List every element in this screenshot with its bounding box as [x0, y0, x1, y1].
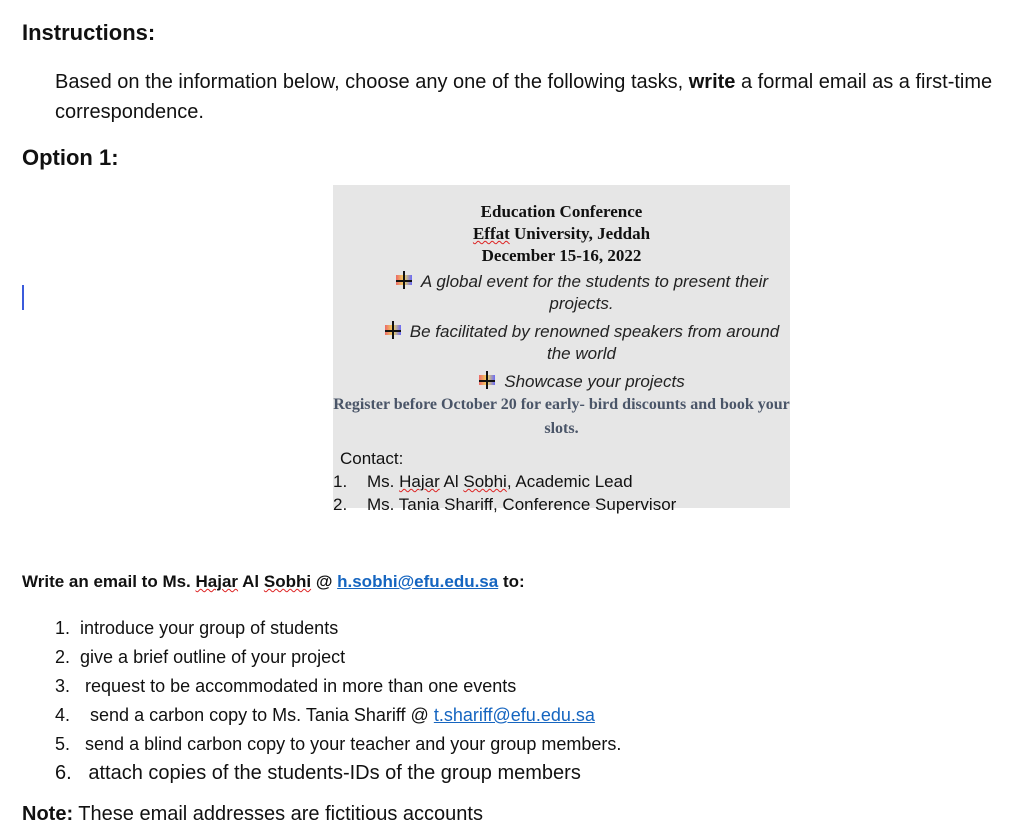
list-item — [55, 674, 621, 703]
intro-text-end: a formal email as a first-time correspondence. — [55, 71, 993, 123]
conference-flyer — [333, 185, 790, 514]
item-text: introduce your group of students — [80, 618, 339, 638]
item-num: 1. — [55, 618, 71, 638]
intro-text: Based on the information below, choose any one of the following tasks, — [55, 71, 689, 93]
bullet-text: A global event for the students to present their projects. — [420, 272, 769, 313]
item-num: 6. — [55, 762, 72, 784]
venue-word: Effat — [472, 224, 510, 243]
note-label: Note: — [22, 803, 74, 825]
item-num: 5. — [55, 734, 71, 754]
task-text: Write an email to Ms. — [22, 572, 196, 591]
cross-bullet-icon — [478, 371, 496, 389]
item-text: send a blind carbon copy to your teacher and your group members. — [85, 734, 622, 754]
bullet-text: Showcase your projects — [504, 372, 685, 391]
item-text: send a carbon copy to Ms. Tania Shariff @ — [90, 705, 434, 725]
task-text: to: — [498, 572, 525, 591]
flyer-title: Education Conference — [480, 202, 643, 221]
task-name: Hajar — [195, 572, 239, 591]
bullet-text: Be facilitated by renowned speakers from around the world — [409, 322, 780, 363]
list-item — [55, 616, 621, 645]
note-text: These email addresses are fictitious accounts — [73, 803, 483, 825]
flyer-bullet — [333, 321, 790, 365]
item-num: 3. — [55, 676, 71, 696]
list-item — [55, 761, 621, 790]
item-text: request to be accommodated in more than one events — [85, 676, 517, 696]
intro-bold: write — [688, 71, 736, 93]
email-link-shariff[interactable]: t.shariff@efu.edu.sa — [433, 705, 595, 725]
venue-rest: University, Jeddah — [509, 224, 651, 243]
list-item — [55, 732, 621, 761]
flyer-bullet — [333, 271, 790, 315]
task-text: @ — [311, 572, 338, 591]
contact-role: , Academic Lead — [506, 472, 633, 491]
note — [22, 803, 483, 826]
intro-paragraph — [55, 67, 1010, 127]
contact-text: Ms. Tania Shariff, Conference Supervisor — [367, 495, 677, 514]
list-item — [55, 645, 621, 674]
contact-text: Al — [439, 472, 464, 491]
option-heading: Option 1: — [22, 145, 119, 170]
contact-name: Hajar — [399, 472, 440, 491]
item-num: 2. — [55, 647, 71, 667]
item-num: 4. — [55, 705, 71, 725]
contact-item — [333, 470, 790, 493]
flyer-bullet — [333, 371, 790, 393]
contact-text: Ms. — [367, 472, 400, 491]
contact-name: Sobhi — [463, 472, 507, 491]
register-note: Register before October 20 for early- bird discounts and book your slots. — [333, 396, 790, 437]
task-name: Sobhi — [263, 572, 312, 591]
flyer-venue — [333, 223, 790, 245]
flyer-dates: December 15-16, 2022 — [481, 246, 642, 265]
item-text: attach copies of the students-IDs of the group members — [88, 762, 581, 784]
task-heading — [22, 572, 525, 592]
cross-bullet-icon — [384, 321, 402, 339]
instructions-heading: Instructions: — [22, 20, 156, 45]
item-text: give a brief outline of your project — [80, 647, 346, 667]
list-item — [55, 703, 621, 732]
contact-item — [333, 493, 790, 516]
text-cursor — [22, 285, 24, 310]
contact-label: Contact: — [340, 449, 404, 468]
email-link-sobhi[interactable]: h.sobhi@efu.edu.sa — [337, 572, 499, 591]
task-text: Al — [238, 572, 264, 591]
contact-num: 2. — [333, 495, 348, 514]
cross-bullet-icon — [395, 271, 413, 289]
task-list — [55, 616, 621, 790]
contact-num: 1. — [333, 472, 348, 491]
